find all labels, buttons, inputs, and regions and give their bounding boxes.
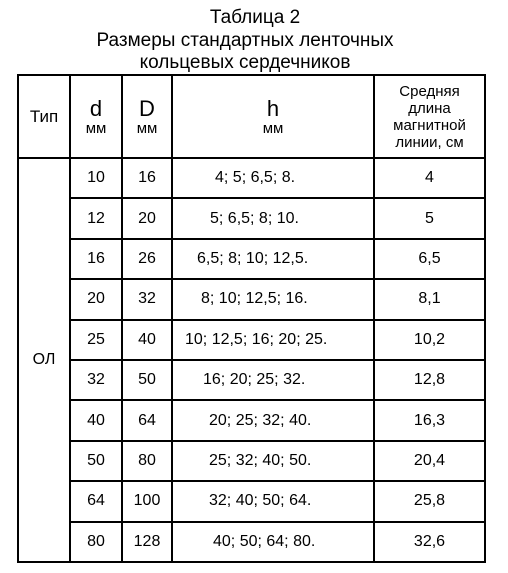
cell-length: 12,8 — [374, 360, 485, 400]
cell-length: 6,5 — [374, 239, 485, 279]
cell-D: 20 — [122, 198, 172, 238]
table-body — [18, 158, 485, 562]
header-h-symbol: h — [266, 95, 280, 121]
cell-h: 32; 40; 50; 64. — [172, 481, 374, 521]
cell-length: 10,2 — [374, 320, 485, 360]
header-length-line: Средняя — [399, 82, 460, 100]
cell-h: 10; 12,5; 16; 20; 25. — [172, 320, 374, 360]
cell-D: 64 — [122, 400, 172, 440]
table-row — [18, 320, 485, 360]
table-row — [18, 441, 485, 481]
table-caption-title: Таблица 2 — [209, 7, 301, 28]
cell-h: 20; 25; 32; 40. — [172, 400, 374, 440]
cell-D: 26 — [122, 239, 172, 279]
header-d-unit: мм — [85, 119, 107, 137]
cell-h: 8; 10; 12,5; 16. — [172, 279, 374, 319]
cell-d: 50 — [70, 441, 122, 481]
header-length-line: длина — [408, 99, 451, 117]
cell-d: 25 — [70, 320, 122, 360]
cell-D: 32 — [122, 279, 172, 319]
table-row — [18, 400, 485, 440]
cell-D: 40 — [122, 320, 172, 360]
header-D-symbol: D — [139, 95, 155, 121]
cell-h: 25; 32; 40; 50. — [172, 441, 374, 481]
table-caption-line: Размеры стандартных ленточных — [96, 30, 394, 51]
cell-length: 5 — [374, 198, 485, 238]
cell-length: 20,4 — [374, 441, 485, 481]
cell-length: 32,6 — [374, 522, 485, 562]
cell-length: 8,1 — [374, 279, 485, 319]
header-type — [18, 75, 70, 158]
table-caption-line: кольцевых сердечников — [139, 52, 351, 73]
cell-length: 16,3 — [374, 400, 485, 440]
table-row — [18, 522, 485, 562]
cell-length: 25,8 — [374, 481, 485, 521]
header-d-symbol: d — [89, 95, 103, 121]
cell-length: 4 — [374, 158, 485, 198]
cell-d: 32 — [70, 360, 122, 400]
table-header — [18, 75, 485, 158]
cell-d: 12 — [70, 198, 122, 238]
cell-d: 16 — [70, 239, 122, 279]
cell-d: 80 — [70, 522, 122, 562]
table-row — [18, 158, 485, 198]
table-row — [18, 360, 485, 400]
table-row — [18, 279, 485, 319]
cell-D: 80 — [122, 441, 172, 481]
header-D-unit: мм — [136, 119, 158, 137]
cell-D: 100 — [122, 481, 172, 521]
core-dimensions-table — [17, 74, 486, 563]
cell-d: 20 — [70, 279, 122, 319]
cell-D: 128 — [122, 522, 172, 562]
cell-D: 50 — [122, 360, 172, 400]
cell-D: 16 — [122, 158, 172, 198]
type-cell: ОЛ — [18, 158, 70, 562]
header-h-unit: мм — [262, 119, 284, 137]
cell-d: 40 — [70, 400, 122, 440]
header-length-line: магнитной — [393, 116, 466, 134]
cell-h: 5; 6,5; 8; 10. — [172, 198, 374, 238]
table-row — [18, 481, 485, 521]
header-h — [172, 75, 374, 158]
header-type-label: Тип — [29, 106, 59, 126]
cell-d: 10 — [70, 158, 122, 198]
table-row — [18, 239, 485, 279]
header-D — [122, 75, 172, 158]
cell-d: 64 — [70, 481, 122, 521]
cell-h: 4; 5; 6,5; 8. — [172, 158, 374, 198]
cell-h: 40; 50; 64; 80. — [172, 522, 374, 562]
cell-h: 16; 20; 25; 32. — [172, 360, 374, 400]
header-d — [70, 75, 122, 158]
header-length — [374, 75, 485, 158]
table-row — [18, 198, 485, 238]
cell-h: 6,5; 8; 10; 12,5. — [172, 239, 374, 279]
header-length-line: линии, см — [395, 133, 464, 151]
